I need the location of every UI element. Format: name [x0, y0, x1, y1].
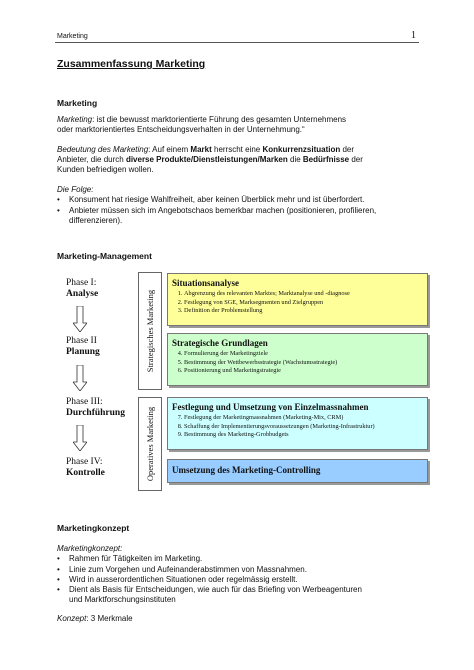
box-item: 9. Bestimmung des Marketing-Grobbudgets	[184, 431, 427, 440]
definition-text-1: : ist die bewusst marktorientierte Führung des gesamten Unternehmens	[92, 115, 347, 125]
folge-list	[57, 195, 427, 226]
bedeutung-term: Bedeutung des Marketing	[57, 144, 149, 154]
phase-1	[66, 278, 98, 300]
list-item: • Rahmen für Tätigkeiten im Marketing.	[57, 554, 427, 564]
bedeutung-text: herrscht eine	[211, 144, 263, 154]
bedeutung-text: Anbieter, die durch	[57, 154, 126, 164]
phase-label: Phase IV:	[66, 457, 103, 467]
list-item-text: differenzieren).	[69, 215, 123, 225]
bedeutung-bold: Konkurrenzsituation	[262, 144, 341, 154]
box-situationsanalyse	[167, 273, 428, 326]
operatives-marketing-label: Operatives Marketing	[138, 397, 162, 491]
list-item: • Konsument hat riesige Wahlfreiheit, aber keinen Überblick mehr und ist überfordert.	[57, 195, 427, 205]
bedeutung-text: der	[340, 144, 355, 154]
box-item: 5. Bestimmung der Wettbewerbsstrategie (Wachstumsstrategie)	[184, 359, 427, 368]
definition-term: Marketing	[57, 115, 93, 125]
management-heading: Marketing-Management	[57, 251, 152, 261]
box-controlling	[167, 459, 428, 483]
list-item: • Linie zum Vorgehen und Aufeinanderabstimmen von Massnahmen.	[57, 565, 427, 575]
bedeutung-bold: diverse Produkte/Dienstleistungen/Marken	[125, 154, 288, 164]
box-einzelmassnahmen	[167, 397, 428, 450]
box-list	[168, 414, 427, 440]
phase-4	[66, 457, 105, 479]
konzept-list	[57, 554, 427, 605]
box-title: Situationsanalyse	[172, 278, 240, 288]
konzept-heading: Marketingkonzept	[57, 523, 130, 533]
bedeutung-text: : Auf einem	[148, 144, 191, 154]
folge-block	[57, 185, 427, 226]
page-number: 1	[411, 30, 416, 41]
phase-label: Phase II	[66, 336, 97, 346]
phase-3	[66, 397, 125, 419]
definition-text-2: oder marktorientiertes Entscheidungsverhalten in der Unternehmung.“	[57, 125, 305, 135]
box-item: 1. Abgrenzung des relevanten Marktes; Marktanalyse und -diagnose	[184, 290, 427, 299]
marketing-section	[57, 98, 427, 226]
folge-label: Die Folge:	[57, 185, 94, 195]
konzept-sublabel: Marketingkonzept:	[57, 544, 123, 554]
bedeutung-text: Kunden befriedigen wollen.	[57, 165, 154, 175]
down-arrow-icon	[73, 425, 87, 451]
phase-label: Phase I:	[66, 278, 97, 288]
list-item-continuation	[57, 595, 427, 605]
list-item-text: und Marktforschungsinstituten	[69, 595, 176, 605]
down-arrow-icon	[73, 306, 87, 332]
box-list	[168, 350, 427, 376]
box-title: Strategische Grundlagen	[172, 338, 268, 348]
bedeutung-text: der	[349, 154, 363, 164]
bedeutung-bold: Markt	[190, 144, 212, 154]
box-list	[168, 290, 427, 316]
strategisches-marketing-label: Strategisches Marketing	[138, 272, 162, 390]
konzept-text: : 3 Merkmale	[86, 614, 133, 624]
list-item: • Anbieter müssen sich im Angebotschaos bemerkbar machen (positionieren, profilieren,	[57, 206, 427, 216]
phase-name: Durchführung	[66, 408, 125, 418]
marketing-heading: Marketing	[57, 98, 98, 108]
box-item: 6. Positionierung und Marketingstrategie	[184, 367, 427, 376]
box-title: Festlegung und Umsetzung von Einzelmassnahmen	[172, 402, 369, 412]
list-item-continuation	[57, 216, 427, 226]
konzept-section	[57, 523, 427, 625]
page-title: Zusammenfassung Marketing	[57, 58, 206, 70]
box-strategische-grundlagen	[167, 333, 428, 386]
phase-name: Planung	[66, 347, 100, 357]
box-item: 4. Formulierung der Marketingziele	[184, 350, 427, 359]
list-item: • Wird in ausserordentlichen Situationen oder regelmässig erstellt.	[57, 575, 427, 585]
konzept-merkmale	[57, 614, 427, 624]
bedeutung-text: die	[287, 154, 303, 164]
down-arrow-icon	[73, 365, 87, 391]
box-item: 7. Festlegung der Marketingmassnahmen (Marketing-Mix, CRM)	[184, 414, 427, 423]
list-item: • Dient als Basis für Entscheidungen, wie auch für das Briefing von Werbeagenturen	[57, 585, 427, 595]
header-divider	[55, 42, 419, 43]
konzept-term: Konzept	[57, 614, 87, 624]
phase-2	[66, 336, 100, 358]
box-item: 8. Schaffung der Implementierungsvoraussetzungen (Marketing-Infrastruktur)	[184, 423, 427, 432]
marketing-bedeutung	[57, 145, 427, 176]
box-item: 2. Festlegung von SGE, Marksegmenten und Zielgruppen	[184, 299, 427, 308]
phase-label: Phase III:	[66, 397, 103, 407]
header-left: Marketing	[57, 33, 88, 40]
box-item: 3. Definition der Problemstellung	[184, 307, 427, 316]
bedeutung-bold: Bedürfnisse	[302, 154, 350, 164]
phase-name: Kontrolle	[66, 468, 105, 478]
box-title: Umsetzung des Marketing-Controlling	[172, 465, 321, 475]
phase-name: Analyse	[66, 289, 99, 299]
marketing-definition	[57, 115, 427, 135]
